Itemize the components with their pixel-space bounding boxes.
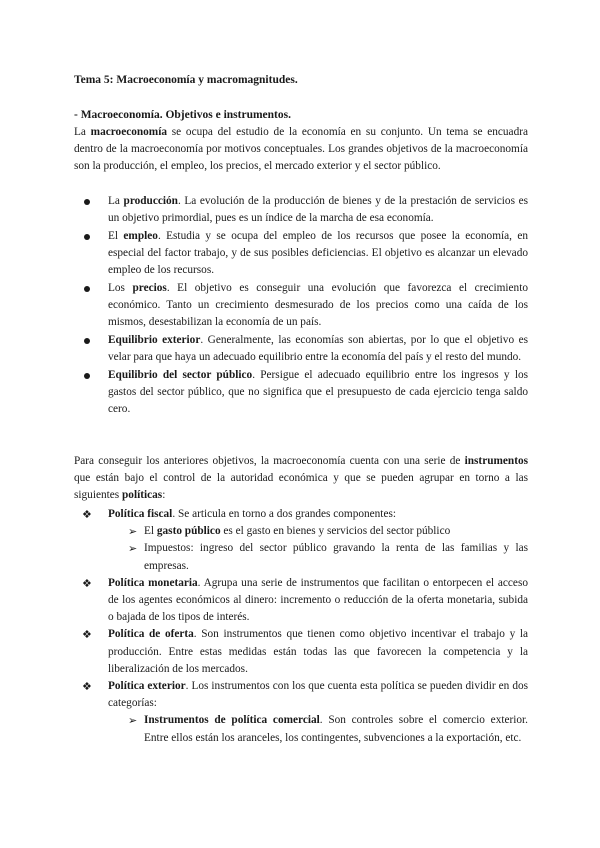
bullet-icon [84,234,90,240]
diamond-bullet-icon: ❖ [82,576,92,590]
arrow-bullet-icon: ➢ [128,542,138,556]
policy-monetaria: ❖ Política monetaria. Agrupa una serie de instrumentos que facilitan o entorpecen el acceso de los agentes económicos al dinero: incremento o reducción de la oferta monetaria, subida o bajada de los tipos de interés. [82,576,528,624]
policies-list [74,506,528,747]
list-item: Los precios. El objetivo es conseguir una evolución que favorezca el crecimiento económico. Tanto un crecimiento desmesurado de los precios como una caída de los mismos, desestabilizan la economía de un país. [74,280,528,332]
diamond-bullet-icon: ❖ [82,508,92,521]
arrow-bullet-icon: ➢ [128,714,138,728]
page-title: Tema 5: Macroeconomía y macromagnitudes. [74,74,298,86]
list-item: Equilibrio del sector público. Persigue el adecuado equilibrio entre los ingresos y los gastos del sector público, que no significa que el presupuesto de cada ejercicio tenga saldo cero. [74,367,528,419]
list-item: La producción. La evolución de la producción de bienes y de la prestación de servicios es un objetivo primordial, pues es un índice de la marcha de esa economía. [74,193,528,227]
bullet-icon [84,286,90,292]
bullet-icon [84,199,90,205]
diamond-bullet-icon: ❖ [82,628,92,642]
bullet-icon [84,373,90,379]
sub-item-gasto: ➢ El gasto público es el gasto en bienes y servicios del sector público [74,523,528,540]
intro-paragraph: La macroeconomía se ocupa del estudio de la economía en su conjunto. Un tema se encuadra dentro de la macroeconomía por motivos conceptuales. Los grandes objetivos de la macroeconomía son la producción, el empleo, los precios, el mercado exterior y el sector público. [74,126,528,173]
section-heading: - Macroeconomía. Objetivos e instrumentos. [74,109,291,121]
sub-item-comercial: ➢ Instrumentos de política comercial. Son controles sobre el comercio exterior. Entre ellos están los aranceles, los contingentes, subvenciones a la exportación, etc. [128,714,529,744]
policy-exterior: ❖ Política exterior. Los instrumentos con los que cuenta esta política se pueden dividir en dos categorías: [82,680,529,710]
list-item: Equilibrio exterior. Generalmente, las economías son abiertas, por lo que el objetivo es velar para que haya un adecuado equilibrio entre la economía del país y el resto del mundo. [74,332,528,366]
objectives-list [74,193,528,419]
sub-item-impuestos: ➢ Impuestos: ingreso del sector público gravando la renta de las familias y las empresas. [128,542,528,572]
diamond-bullet-icon: ❖ [82,680,92,694]
list-item: El empleo. Estudia y se ocupa del empleo de los recursos que posee la economía, en especial del factor trabajo, y de sus posibles deficiencias. El objetivo es alcanzar un elevado empleo de los recursos. [74,228,528,280]
policy-fiscal: ❖ Política fiscal. Se articula en torno a dos grandes componentes: [74,506,528,523]
instruments-paragraph: Para conseguir los anteriores objetivos, la macroeconomía cuenta con una serie de instrumentos que están bajo el control de la autoridad económica y que se pueden agrupar en torno a las siguientes políticas: [74,455,528,502]
policy-oferta: ❖ Política de oferta. Son instrumentos que tienen como objetivo incentivar el trabajo y la producción. Entre estas medidas están todas las que favorecen la competencia y la liberalización de los mercados. [82,628,528,675]
arrow-bullet-icon: ➢ [128,525,138,539]
bullet-icon [84,338,90,344]
